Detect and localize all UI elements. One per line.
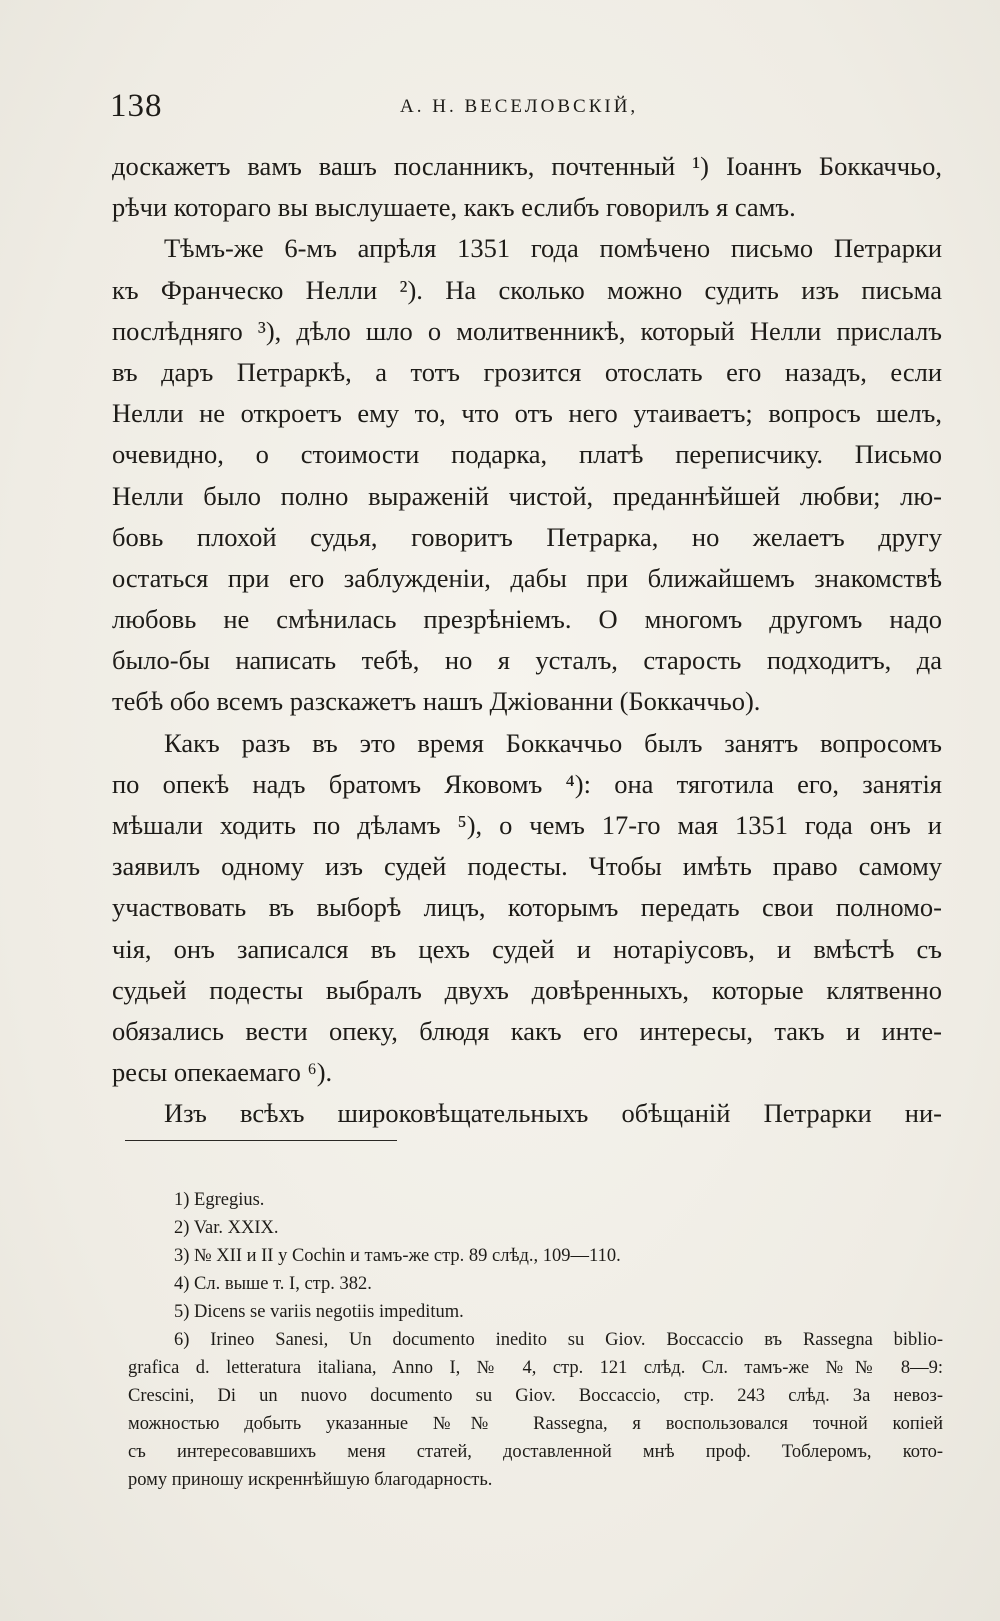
text-line: мѣшали ходить по дѣламъ ⁵), о чемъ 17-го мая 1351 года онъ и [112,810,942,840]
text-line: было-бы написать тебѣ, но я усталъ, старость подходитъ, да [112,645,942,676]
text-line: Нелли не откроетъ ему то, что отъ него утаиваетъ; вопросъ шелъ, [112,398,942,429]
text-line: чія, онъ записался въ цехъ судей и нотаріусовъ, и вмѣстѣ съ [112,933,942,964]
page-header [110,88,900,128]
text-line: очевидно, о стоимости подарка, платѣ переписчику. Письмо [112,439,942,470]
text-line: бовь плохой судья, говоритъ Петрарка, но желаетъ другу [112,521,942,552]
footnote-line: Crescini, Di un nuovo documento su Giov. Boccaccio, стр. 243 слѣд. За невоз- [128,1386,943,1406]
text-line: доскажетъ вамъ вашъ посланникъ, почтенный ¹) Іоаннъ Боккаччьо, [112,151,942,181]
footnote-line: 5) Dicens se variis negotiis impeditum. [174,1302,464,1322]
text-line: участвовать въ выборѣ лицъ, которымъ передать свои полномо- [112,892,942,923]
text-line: рѣчи котораго вы выслушаете, какъ еслибъ говорилъ я самъ. [112,192,796,223]
footnote-line: съ интересовавшихъ меня статей, доставленной мнѣ проф. Тоблеромъ, кото- [128,1442,943,1462]
footnotes [128,1186,943,1494]
main-text [112,146,942,1135]
text-line: остаться при его заблужденіи, дабы при ближайшемъ знакомствѣ [112,562,942,593]
text-line: къ Франческо Нелли ²). На сколько можно судить изъ письма [112,274,942,305]
footnote-line: 6) Irineo Sanesi, Un documento inedito su Giov. Boccaccio въ Rassegna biblio- [174,1330,943,1350]
text-line: Какъ разъ въ это время Боккаччьо былъ занятъ вопросомъ [164,727,942,758]
text-line: Нелли было полно выраженій чистой, преданнѣйшей любви; лю- [112,480,942,511]
text-line: въ даръ Петраркѣ, а тотъ грозится отослать его назадъ, если [112,356,942,387]
text-line: тебѣ обо всемъ разскажетъ нашъ Джіованни (Боккаччьо). [112,686,761,717]
footnote-line: 1) Egregius. [174,1190,265,1210]
text-line: ресы опекаемаго ⁶). [112,1057,333,1088]
footnote-line: 4) Сл. выше т. I, стр. 382. [174,1274,372,1294]
text-line: обязались вести опеку, блюдя какъ его интересы, такъ и инте- [112,1015,942,1046]
text-line: послѣдняго ³), дѣло шло о молитвенникѣ, который Нелли прислалъ [112,315,942,346]
footnote-line: 3) № XII и II у Cochin и тамъ-же стр. 89 слѣд., 109—110. [174,1246,621,1266]
text-line: судьей подесты выбралъ двухъ довѣренныхъ, которые клятвенно [112,974,942,1005]
footnote-line: 2) Var. XXIX. [174,1218,279,1238]
page-number: 138 [110,88,163,124]
footnote-line: grafica d. letteratura italiana, Anno I, № 4, стр. 121 слѣд. Сл. тамъ-же №№ 8—9: [128,1358,943,1378]
text-line: заявилъ одному изъ судей подесты. Чтобы имѣть право самому [112,851,942,882]
text-line: Изъ всѣхъ широковѣщательныхъ обѣщаній Петрарки ни- [164,1098,942,1129]
text-line: по опекѣ надъ братомъ Яковомъ ⁴): она тяготила его, занятія [112,768,942,799]
footnote-divider [125,1140,397,1141]
footnote-line: можностью добыть указанные №№ Rassegna, я воспользовался точной копіей [128,1414,943,1434]
text-line: Тѣмъ-же 6-мъ апрѣля 1351 года помѣчено письмо Петрарки [164,233,942,264]
text-line: любовь не смѣнилась презрѣніемъ. О многомъ другомъ надо [112,604,942,635]
running-head: А. Н. ВЕСЕЛОВСКІЙ, [400,96,639,117]
footnote-line: рому приношу искреннѣйшую благодарность. [128,1470,493,1490]
